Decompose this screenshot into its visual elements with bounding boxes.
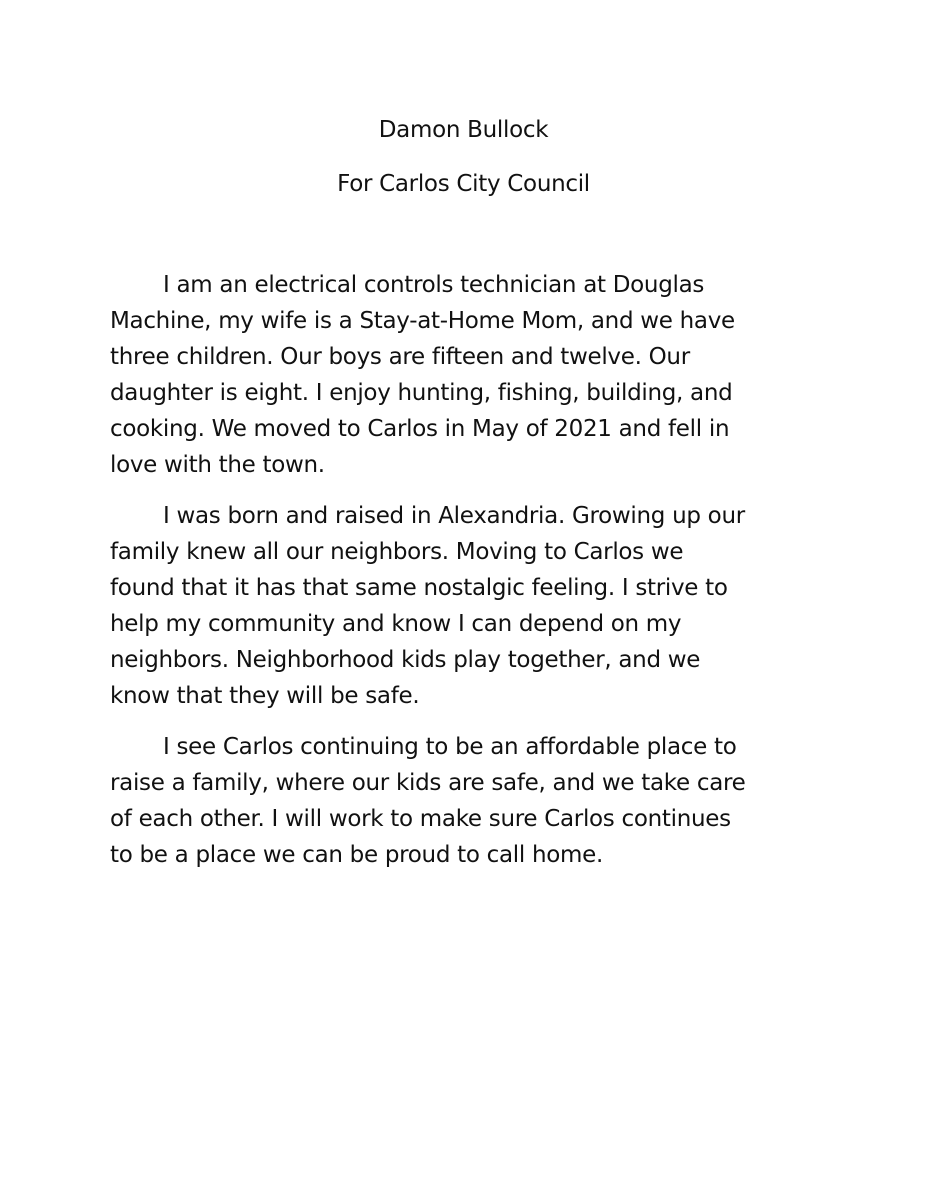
paragraph-line: family knew all our neighbors. Moving to Carlos we	[110, 539, 684, 565]
paragraph-line: cooking. We moved to Carlos in May of 2021 and fell in	[110, 416, 730, 442]
paragraph-line: I see Carlos continuing to be an affordable place to	[163, 734, 737, 760]
candidate-office: For Carlos City Council	[337, 171, 590, 197]
paragraph-line: know that they will be safe.	[110, 683, 420, 709]
paragraph-line: daughter is eight. I enjoy hunting, fishing, building, and	[110, 380, 733, 406]
candidate-name: Damon Bullock	[378, 117, 549, 143]
paragraph-line: love with the town.	[110, 452, 325, 478]
paragraph-line: Machine, my wife is a Stay-at-Home Mom, and we have	[110, 308, 735, 334]
paragraph-line: I was born and raised in Alexandria. Growing up our	[163, 503, 745, 529]
paragraph-3	[110, 729, 830, 873]
paragraph-line: I am an electrical controls technician at Douglas	[163, 272, 705, 298]
statement-body	[110, 267, 830, 888]
paragraph-1	[110, 267, 830, 483]
paragraph-line: to be a place we can be proud to call home.	[110, 842, 603, 868]
paragraph-line: found that it has that same nostalgic feeling. I strive to	[110, 575, 728, 601]
paragraph-line: neighbors. Neighborhood kids play together, and we	[110, 647, 701, 673]
paragraph-line: raise a family, where our kids are safe, and we take care	[110, 770, 746, 796]
paragraph-2	[110, 498, 830, 714]
paragraph-line: help my community and know I can depend on my	[110, 611, 682, 637]
paragraph-line: three children. Our boys are fifteen and twelve. Our	[110, 344, 690, 370]
paragraph-line: of each other. I will work to make sure Carlos continues	[110, 806, 731, 832]
